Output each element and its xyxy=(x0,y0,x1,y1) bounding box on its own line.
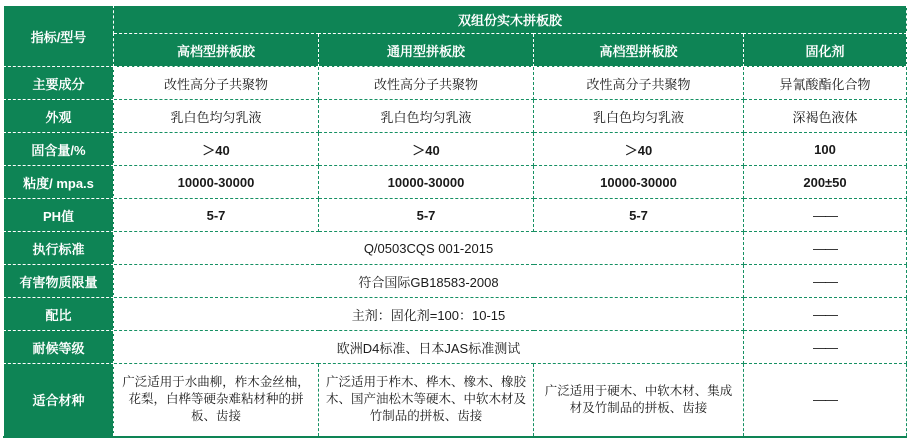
cell-appearance-3: 乳白色均匀乳液 xyxy=(534,100,744,133)
cell-standard-4: —— xyxy=(744,232,907,265)
cell-ph-4: —— xyxy=(744,199,907,232)
cell-appearance-2: 乳白色均匀乳液 xyxy=(319,100,534,133)
cell-materials-3: 广泛适用于硬木、中软木材、集成材及竹制品的拼板、齿接 xyxy=(534,364,744,437)
cell-appearance-4: 深褐色液体 xyxy=(744,100,907,133)
cell-mix-ratio-4: —— xyxy=(744,298,907,331)
row-header-viscosity: 粘度/ mpa.s xyxy=(4,166,114,199)
row-header-main-ingredient: 主要成分 xyxy=(4,67,114,100)
col-header-hardener: 固化剂 xyxy=(744,34,907,67)
cell-appearance-1: 乳白色均匀乳液 xyxy=(114,100,319,133)
table-row xyxy=(4,331,907,364)
table-row xyxy=(4,100,907,133)
cell-materials-2: 广泛适用于柞木、桦木、橡木、橡胶木、国产油松木等硬木、中软木材及竹制品的拼板、齿接 xyxy=(319,364,534,437)
row-header-mix-ratio: 配比 xyxy=(4,298,114,331)
table-row xyxy=(4,166,907,199)
cell-hazard-limit-span: 符合国际GB18583-2008 xyxy=(114,265,744,298)
row-header-appearance: 外观 xyxy=(4,100,114,133)
row-header-solid-content: 固含量/% xyxy=(4,133,114,166)
cell-weather-grade-span: 欧洲D4标准、日本JAS标准测试 xyxy=(114,331,744,364)
cell-materials-4: —— xyxy=(744,364,907,437)
table-row xyxy=(4,298,907,331)
cell-materials-1: 广泛适用于水曲柳，柞木金丝柚，花梨，白桦等硬杂难粘材种的拼板、齿接 xyxy=(114,364,319,437)
row-header-ph: PH值 xyxy=(4,199,114,232)
cell-weather-grade-4: —— xyxy=(744,331,907,364)
row-header-materials: 适合材种 xyxy=(4,364,114,437)
cell-viscosity-3: 10000-30000 xyxy=(534,166,744,199)
table-row xyxy=(4,67,907,100)
corner-header: 指标/型号 xyxy=(4,6,114,67)
cell-mix-ratio-span: 主剂：固化剂=100：10-15 xyxy=(114,298,744,331)
cell-solid-content-1: ＞40 xyxy=(114,133,319,166)
row-header-standard: 执行标准 xyxy=(4,232,114,265)
cell-ph-3: 5-7 xyxy=(534,199,744,232)
cell-viscosity-1: 10000-30000 xyxy=(114,166,319,199)
cell-main-ingredient-1: 改性高分子共聚物 xyxy=(114,67,319,100)
cell-ph-1: 5-7 xyxy=(114,199,319,232)
row-header-hazard-limit: 有害物质限量 xyxy=(4,265,114,298)
cell-viscosity-4: 200±50 xyxy=(744,166,907,199)
col-header-premium-2: 高档型拼板胶 xyxy=(534,34,744,67)
cell-solid-content-4: 100 xyxy=(744,133,907,166)
col-header-premium-1: 高档型拼板胶 xyxy=(114,34,319,67)
cell-solid-content-3: ＞40 xyxy=(534,133,744,166)
cell-ph-2: 5-7 xyxy=(319,199,534,232)
cell-main-ingredient-2: 改性高分子共聚物 xyxy=(319,67,534,100)
table-row xyxy=(4,6,907,34)
table-row xyxy=(4,199,907,232)
table-row xyxy=(4,364,907,437)
group-header: 双组份实木拼板胶 xyxy=(114,6,907,34)
cell-solid-content-2: ＞40 xyxy=(319,133,534,166)
col-header-general: 通用型拼板胶 xyxy=(319,34,534,67)
spec-table xyxy=(3,5,907,438)
row-header-weather-grade: 耐候等级 xyxy=(4,331,114,364)
cell-main-ingredient-3: 改性高分子共聚物 xyxy=(534,67,744,100)
table-row xyxy=(4,133,907,166)
cell-standard-span: Q/0503CQS 001-2015 xyxy=(114,232,744,265)
table-row xyxy=(4,34,907,67)
table-row xyxy=(4,265,907,298)
table-row xyxy=(4,232,907,265)
cell-hazard-limit-4: —— xyxy=(744,265,907,298)
cell-viscosity-2: 10000-30000 xyxy=(319,166,534,199)
cell-main-ingredient-4: 异氰酸酯化合物 xyxy=(744,67,907,100)
